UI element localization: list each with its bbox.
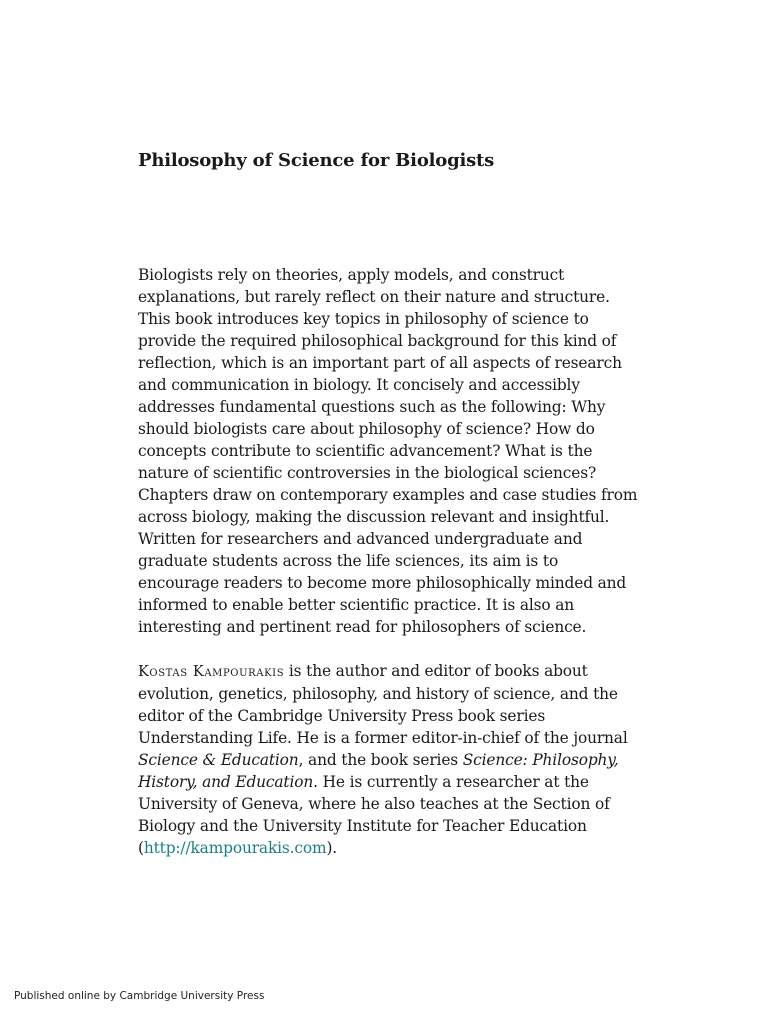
- book-title: Philosophy of Science for Biologists: [138, 150, 495, 171]
- author-website-link[interactable]: http://kampourakis.com: [143, 839, 327, 857]
- series-title: Science: Philosophy, History, and Education: [138, 751, 619, 791]
- author-bio-text-2: , and the book series: [298, 751, 463, 769]
- author-bio-text-1: is the author and editor of books about evolution, genetics, philosophy, and history of science, and the editor of the Cambridge University Press book series Understanding Life. He is a former editor-in-chief of the journal: [138, 662, 628, 747]
- author-bio: [138, 660, 638, 859]
- paragraph-spacer: [138, 638, 638, 660]
- author-bio-text-3: . He is currently a researcher at the University of Geneva, where he also teaches at the Section of Biology and the University Institute for Teacher Education (: [138, 773, 610, 857]
- body-text: [138, 264, 638, 859]
- author-bio-text-4: ).: [326, 839, 338, 857]
- footer-publisher-note: Published online by Cambridge University Press: [14, 990, 265, 1002]
- journal-title: Science & Education: [138, 751, 299, 769]
- book-description: Biologists rely on theories, apply models, and construct explanations, but rarely reflect on their nature and structure. This book introduces key topics in philosophy of science to provide the required philosophical background for this kind of reflection, which is an important part of all aspects of research and communication in biology. It concisely and accessibly addresses fundamental questions such as the following: Why should biologists care about philosophy of science? How do concepts contribute to scientific advancement? What is the nature of scientific controversies in the biological sciences? Chapters draw on contemporary examples and case studies from across biology, making the discussion relevant and insightful. Written for researchers and advanced undergraduate and graduate students across the life sciences, its aim is to encourage readers to become more philosophically minded and informed to enable better scientific practice. It is also an interesting and pertinent read for philosophers of science.: [138, 266, 638, 636]
- author-name: Kostas Kampourakis: [138, 664, 285, 680]
